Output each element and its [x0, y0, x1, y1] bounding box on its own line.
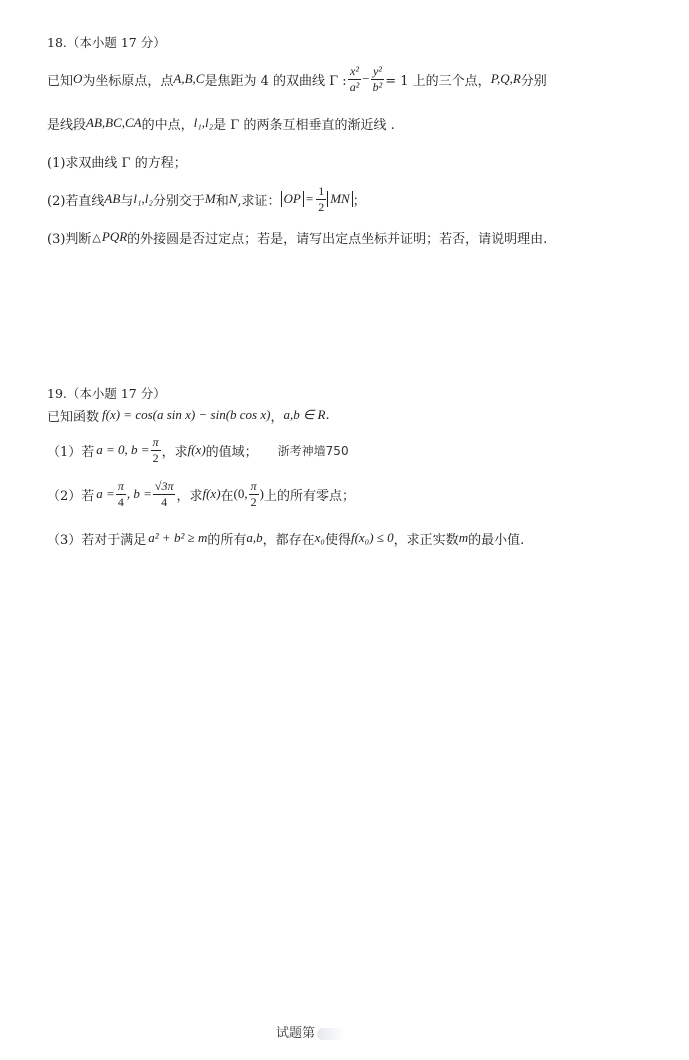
q18-part1-text: (1)求双曲线 Γ 的方程；	[47, 155, 187, 171]
q19-heading: 19.（本小题 17 分）	[47, 386, 166, 401]
q18-frac-x2-a2: $\frac{\text{x²}}{\text{a²}}$	[349, 63, 360, 94]
q18-text: (2)若直线	[47, 193, 105, 209]
q19-text: （1）若	[47, 444, 95, 460]
q18-text: 为坐标原点，点	[82, 73, 174, 89]
q18-stem-line1	[47, 62, 547, 96]
q18-line-ab: AB	[104, 191, 121, 206]
page-footer	[276, 1022, 345, 1041]
q19-x0: x₀	[314, 530, 325, 545]
q18-stem-line2	[47, 113, 395, 133]
q18-part2	[47, 182, 366, 216]
q19-interval-open: (0,	[233, 486, 248, 501]
q19-text: ，求正实数	[393, 532, 459, 548]
q19-ab-domain: a,b ∈ R	[283, 407, 326, 422]
q18-point-n: N	[228, 191, 238, 206]
q18-text: 是线段	[47, 117, 87, 133]
q19-frac-pi-2: $\frac{\pi}{2}$	[152, 434, 159, 465]
q19-interval-close: )	[259, 486, 264, 501]
q18-text: ,求证：	[237, 193, 281, 209]
q19-condition: a =	[96, 486, 115, 501]
q18-point-m: M	[204, 191, 216, 206]
q19-frac-sqrt3pi-4: $\frac{√3\pi}{4}$	[154, 478, 174, 509]
q18-triangle-pqr: PQR	[101, 229, 128, 244]
footer-text: 试题第	[276, 1026, 316, 1041]
q19-text: 的值域；	[205, 444, 258, 460]
q18-part3	[47, 227, 547, 247]
q19-m: m	[458, 530, 469, 545]
q19-fx: f(x)	[187, 442, 206, 457]
q18-text: 的外接圆是否过定点；若是，请写出定点坐标并证明；若否，请说明理由.	[127, 231, 548, 247]
q18-frac-half: $\frac{1}{2}$	[318, 183, 325, 214]
q19-stem	[47, 405, 330, 425]
q19-text: ，求	[176, 488, 203, 504]
q19-condition: a = 0, b =	[96, 442, 150, 457]
q18-text: = 1 上的三个点，	[385, 73, 491, 89]
q18-text: 已知	[47, 73, 74, 89]
q18-text: 和	[215, 193, 229, 209]
q18-text: ；	[352, 193, 366, 209]
q19-condition: , b =	[126, 486, 152, 501]
q18-text: 是焦距为 4 的双曲线 Γ :	[204, 73, 347, 89]
q19-text: 使得	[324, 532, 351, 548]
q18-heading: 18.（本小题 17 分）	[47, 35, 166, 50]
q18-text: 与	[120, 193, 134, 209]
q18-abs-op: OP	[281, 191, 304, 207]
q19-text: ，	[270, 409, 284, 425]
q19-frac-pi-4: $\frac{\pi}{4}$	[117, 478, 124, 509]
q19-text: 在	[220, 488, 234, 504]
q18-lines-l1-l2: l₁,l₂	[193, 115, 214, 130]
q18-text: 是 Γ 的两条互相垂直的渐近线 .	[213, 117, 395, 133]
q19-part3	[47, 528, 524, 548]
q18-point-o: O	[73, 71, 83, 86]
q18-minus-sign: −	[362, 71, 370, 86]
watermark-text: 浙考神墙750	[277, 443, 349, 458]
q19-ab: a,b	[246, 530, 263, 545]
q19-frac-pi-2: $\frac{\pi}{2}$	[250, 478, 257, 509]
q19-text: .	[325, 407, 330, 423]
smudge-mark	[317, 1028, 345, 1040]
q19-text: 上的所有零点；	[264, 488, 356, 504]
q19-fx0-condition: f(x₀) ≤ 0	[350, 530, 394, 545]
q18-part1	[47, 151, 187, 171]
q19-text: （2）若	[47, 488, 95, 504]
q19-text: ，求	[161, 444, 188, 460]
q19-fx: f(x)	[202, 486, 221, 501]
q18-text: (3)判断	[47, 231, 92, 247]
q19-part1	[47, 433, 349, 467]
q18-text: 分别交于	[152, 193, 205, 209]
q19-text: 已知函数	[47, 409, 100, 425]
q18-points-abc: A,B,C	[173, 71, 205, 86]
q18-points-pqr: P,Q,R	[490, 71, 521, 86]
q18-segments: AB,BC,CA	[86, 115, 142, 130]
q18-text: 分别	[520, 73, 547, 89]
q19-text: （3）若对于满足	[47, 532, 147, 548]
q18-equals: =	[305, 191, 314, 206]
q19-text: ，都存在	[262, 532, 315, 548]
q19-part2	[47, 475, 355, 513]
q19-inequality: a² + b² ≥ m	[148, 530, 208, 545]
q19-function-def: f(x) = cos(a sin x) − sin(b cos x)	[102, 407, 271, 422]
q19-text: 的所有	[207, 532, 247, 548]
q18-abs-mn: MN	[327, 191, 353, 207]
q18-frac-y2-b2: $\frac{\text{y²}}{\text{b²}}$	[372, 63, 383, 94]
q18-text: 的中点，	[141, 117, 194, 133]
triangle-symbol: △	[92, 230, 101, 244]
q19-text: 的最小值.	[468, 532, 525, 548]
q18-lines-l1-l2: l₁,l₂	[133, 191, 153, 206]
